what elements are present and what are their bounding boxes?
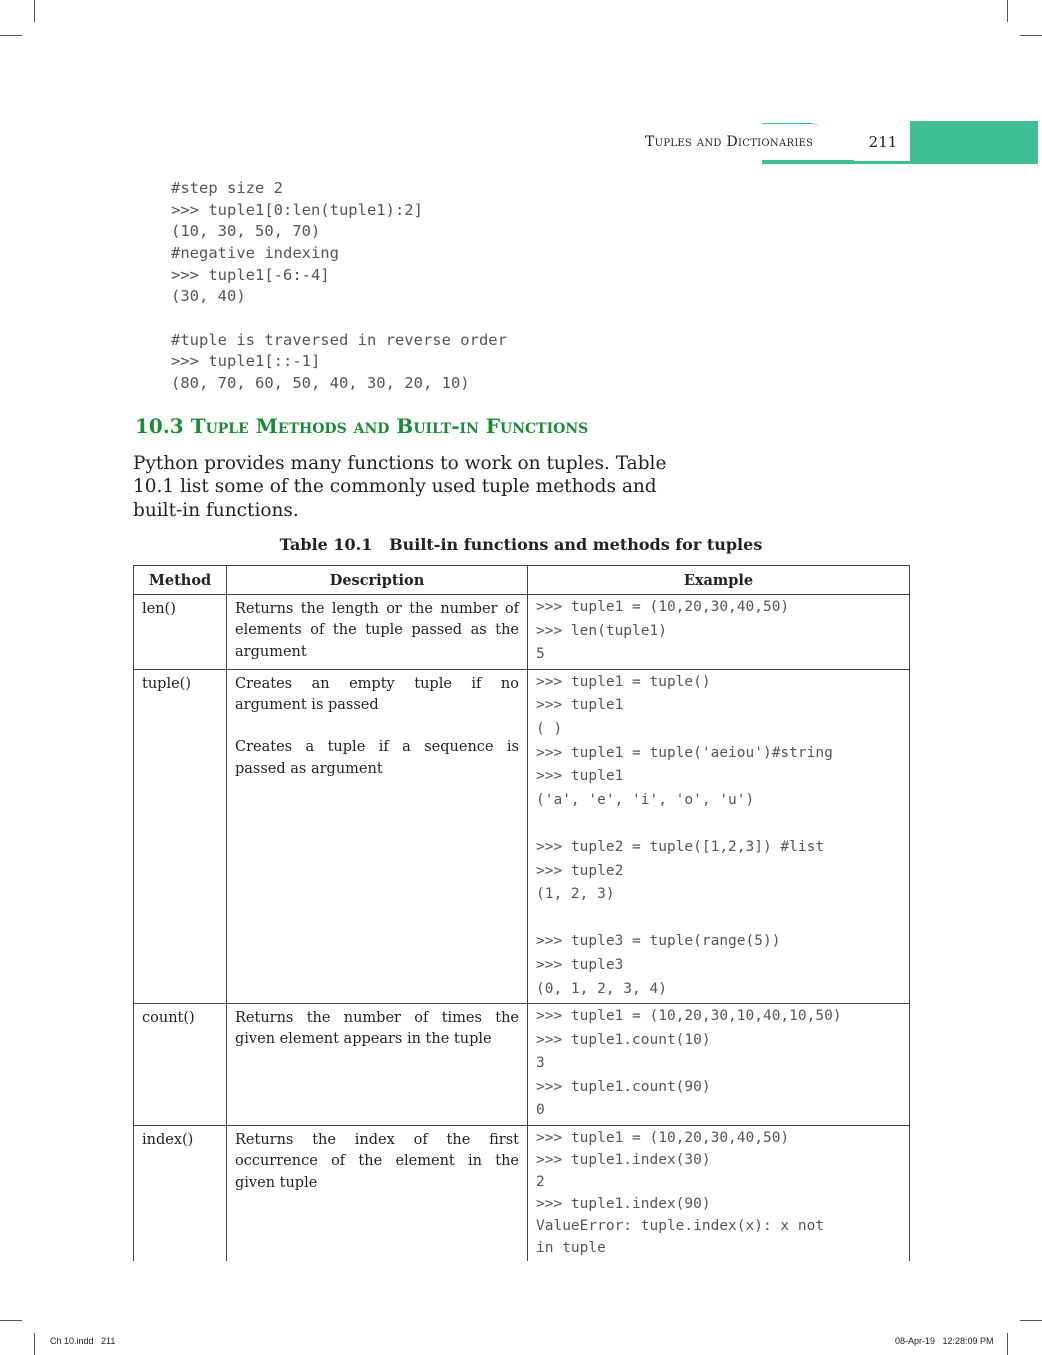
method-cell: count(): [134, 1004, 227, 1126]
column-header-method: Method: [134, 566, 227, 595]
table-caption: Table 10.1 Built-in functions and methods for tuples: [279, 535, 763, 554]
footer-timestamp: 08-Apr-19 12:28:09 PM: [895, 1336, 994, 1346]
table-row: [134, 1126, 910, 1262]
code-line: (30, 40): [171, 287, 246, 305]
description-cell: [227, 1126, 528, 1262]
crop-mark: [0, 1320, 22, 1321]
page-number: 211: [868, 133, 898, 151]
code-line: (10, 30, 50, 70): [171, 222, 321, 240]
description-cell: [227, 595, 528, 670]
section-number: 10.3: [135, 414, 184, 438]
section-heading: [135, 414, 588, 438]
description-cell: [227, 1004, 528, 1126]
example-cell: >>> tuple1 = (10,20,30,40,50) >>> tuple1.index(30) 2 >>> tuple1.index(90) ValueError: tuple.index(x): x not in tuple: [528, 1126, 910, 1262]
description-text: Returns the length or the number of elements of the tuple passed as the argument: [235, 601, 519, 660]
section-title: Tuple Methods and Built-in Functions: [190, 414, 589, 438]
header-title: Tuples and Dictionaries: [645, 134, 814, 150]
crop-mark: [0, 35, 22, 36]
code-line: #step size 2: [171, 179, 283, 197]
code-line: #negative indexing: [171, 244, 339, 262]
crop-mark: [1007, 1333, 1008, 1355]
code-line: >>> tuple1[0:len(tuple1):2]: [171, 201, 423, 219]
column-header-example: Example: [528, 566, 910, 595]
table-row: [134, 669, 910, 1003]
description-text: Returns the index of the first occurrence of the element in the given tuple: [235, 1132, 519, 1191]
code-line: >>> tuple1[::-1]: [171, 352, 321, 370]
method-cell: tuple(): [134, 669, 227, 1003]
example-cell: >>> tuple1 = (10,20,30,10,40,10,50) >>> tuple1.count(10) 3 >>> tuple1.count(90) 0: [528, 1004, 910, 1126]
intro-paragraph: Python provides many functions to work on tuples. Table 10.1 list some of the commonly used tuple methods and built-in functions.: [133, 453, 667, 521]
description-cell: [227, 669, 528, 1003]
crop-mark: [1020, 35, 1042, 36]
method-cell: index(): [134, 1126, 227, 1262]
column-header-description: Description: [227, 566, 528, 595]
method-cell: len(): [134, 595, 227, 670]
table-row: [134, 595, 910, 670]
example-cell: >>> tuple1 = tuple() >>> tuple1 ( ) >>> tuple1 = tuple('aeiou')#string >>> tuple1 ('a', 'e', 'i', 'o', 'u') >>> tuple2 = tuple([1,2,3]) #list >>> tuple2 (1, 2, 3) >>> tuple3 = tuple(range(5)) >>> tuple3 (0, 1, 2, 3, 4): [528, 669, 910, 1003]
table-header-row: [134, 566, 910, 595]
description-text: Creates a tuple if a sequence is passed as argument: [235, 739, 519, 777]
description-text: Returns the number of times the given element appears in the tuple: [235, 1010, 519, 1048]
description-text: Creates an empty tuple if no argument is passed: [235, 675, 519, 714]
crop-mark: [1007, 0, 1008, 22]
code-line: #tuple is traversed in reverse order: [171, 331, 507, 349]
tuple-methods-table: [133, 565, 910, 1261]
example-cell: >>> tuple1 = (10,20,30,40,50) >>> len(tuple1) 5: [528, 595, 910, 670]
table-row: [134, 1004, 910, 1126]
crop-mark: [1020, 1320, 1042, 1321]
crop-mark: [34, 0, 35, 22]
crop-mark: [34, 1333, 35, 1355]
code-line: (80, 70, 60, 50, 40, 30, 20, 10): [171, 374, 470, 392]
code-line: >>> tuple1[-6:-4]: [171, 266, 330, 284]
footer-file-info: Ch 10.indd 211: [50, 1336, 116, 1346]
